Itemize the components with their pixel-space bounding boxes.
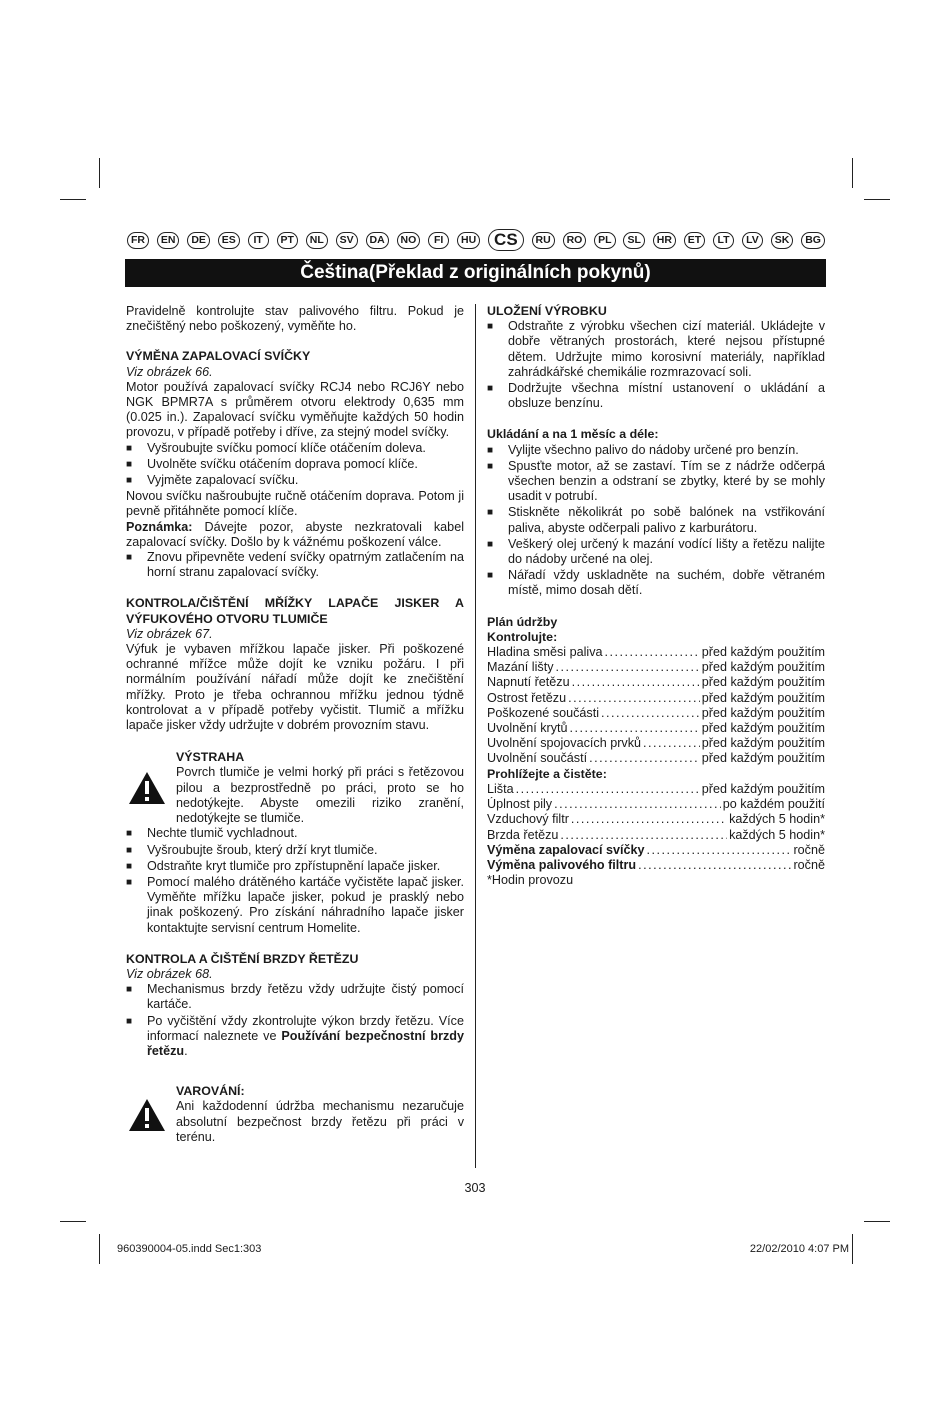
warning-title: VÝSTRAHA <box>176 750 245 765</box>
maintenance-item: Lišta <box>487 781 514 796</box>
maintenance-interval: před každým použitím <box>701 751 825 766</box>
check-list <box>487 645 825 767</box>
list-item: ■ Mechanismus brzdy řetězu vždy udržujte čistý pomocí kartáče. <box>126 982 464 1012</box>
maintenance-item: Výměna palivového filtru <box>487 857 637 872</box>
bullet-icon: ■ <box>487 570 494 582</box>
list-item: ■ Veškerý olej určený k mazání vodící lišty a řetězu nalijte do nádoby určené na olej. <box>487 536 825 567</box>
maintenance-item: Napnutí řetězu <box>487 675 570 690</box>
replace-list <box>487 843 825 873</box>
crop-mark <box>864 1221 890 1222</box>
maintenance-interval: před každým použitím <box>701 736 825 751</box>
language-pill-lv: LV <box>742 232 763 249</box>
page-title: Čeština(Překlad z originálních pokynů) <box>125 259 826 287</box>
muffler-heading: KONTROLA/ČIŠTĚNÍ MŘÍŽKY LAPAČE JISKER A VÝFUKOVÉHO OTVORU TLUMIČE <box>126 596 464 626</box>
storage-heading: ULOŽENÍ VÝROBKU <box>487 304 607 318</box>
maintenance-item: Vzduchový filtr <box>487 812 569 827</box>
maintenance-interval: před každým použitím <box>701 660 825 675</box>
list-item: ■ Po vyčištění vždy zkontrolujte výkon brzdy řetězu. Více informací naleznete ve Používání bezpečnostní brzdy řetězu. <box>126 1013 464 1058</box>
bullet-icon: ■ <box>487 538 494 550</box>
dot-leader <box>605 645 700 660</box>
maintenance-row <box>487 645 825 660</box>
language-pill-sv: SV <box>336 232 358 249</box>
maintenance-row <box>487 675 825 690</box>
check-heading: Kontrolujte: <box>487 629 558 644</box>
maintenance-row <box>487 858 825 873</box>
dot-leader <box>556 660 700 675</box>
language-pill-it: IT <box>248 232 269 249</box>
maintenance-row <box>487 828 825 843</box>
footnote: *Hodin provozu <box>487 873 574 888</box>
right-column <box>487 304 825 888</box>
crop-mark <box>864 199 890 200</box>
clean-list <box>487 782 825 843</box>
list-item: ■ Vylijte všechno palivo do nádoby určené pro benzín. <box>487 442 799 457</box>
intro-text: Pravidelně kontrolujte stav palivového filtru. Pokud je znečištěný nebo poškozený, vyměňte ho. <box>126 304 464 334</box>
bullet-icon: ■ <box>126 984 133 996</box>
language-pill-sk: SK <box>771 232 794 249</box>
list-item: ■ Nechte tlumič vychladnout. <box>126 826 298 841</box>
maintenance-item: Uvolnění součástí <box>487 751 588 766</box>
column-divider <box>475 304 476 1168</box>
maintenance-row <box>487 843 825 858</box>
language-pill-hu: HU <box>457 232 480 249</box>
list-item: ■ Vyšroubujte svíčku pomocí klíče otáčením doleva. <box>126 440 426 455</box>
dot-leader <box>572 675 700 690</box>
maintenance-row <box>487 782 825 797</box>
dot-leader <box>554 797 721 812</box>
maintenance-interval: každých 5 hodin* <box>729 812 825 827</box>
footer-left: 960390004-05.indd Sec1:303 <box>117 1243 262 1255</box>
crop-mark <box>852 158 853 188</box>
list-item: ■ Uvolněte svíčku otáčením doprava pomocí klíče. <box>126 456 418 471</box>
language-pill-ro: RO <box>563 232 587 249</box>
list-item: ■ Stiskněte několikrát po sobě balónek na vstřikování paliva, abyste odčerpali palivo z karburátoru. <box>487 505 825 535</box>
maintenance-item: Poškozené součásti <box>487 705 600 720</box>
maintenance-row <box>487 691 825 706</box>
bullet-icon: ■ <box>126 876 133 888</box>
spark-heading: VÝMĚNA ZAPALOVACÍ SVÍČKY <box>126 349 311 364</box>
bullet-icon: ■ <box>487 507 494 519</box>
dot-leader <box>638 858 791 873</box>
page-number: 303 <box>464 1181 486 1195</box>
month-storage-heading: Ukládání a na 1 měsíc a déle: <box>487 427 659 442</box>
maintenance-item: Brzda řetězu <box>487 827 559 842</box>
bullet-icon: ■ <box>487 460 494 472</box>
warning-title: VAROVÁNÍ: <box>176 1084 245 1099</box>
maintenance-interval: po každém použití <box>722 797 825 812</box>
maintenance-row <box>487 706 825 721</box>
bullet-icon: ■ <box>126 475 133 487</box>
list-item: ■ Odstraňte z výrobku všechen cizí materiál. Ukládejte v dobře větraných prostorách, které nejsou přístupné dětem. Udržujte mimo korosivní materiály, například zahrádkářské chemikálie rozmrazovací soli. <box>487 319 825 379</box>
language-bar <box>127 229 825 251</box>
bullet-icon: ■ <box>126 458 133 470</box>
list-item: ■ Odstraňte kryt tlumiče pro zpřístupnění lapače jisker. <box>126 858 441 873</box>
maintenance-plan-heading: Plán údržby <box>487 614 558 629</box>
bullet-icon: ■ <box>487 444 494 456</box>
language-pill-fr: FR <box>127 232 149 249</box>
bullet-icon: ■ <box>126 828 133 840</box>
warning-text: Ani každodenní údržba mechanismu nezaručuje absolutní bezpečnost brzdy řetězu při práci v terénu. <box>176 1099 464 1144</box>
dot-leader <box>568 691 700 706</box>
dot-leader <box>589 751 700 766</box>
dot-leader <box>560 828 727 843</box>
crop-mark <box>60 199 86 200</box>
list-item: ■ Znovu připevněte vedení svíčky opatrným zatlačením na horní stranu zapalovací svíčky. <box>126 550 464 580</box>
language-pill-de: DE <box>187 232 210 249</box>
maintenance-item: Uvolnění krytů <box>487 721 568 736</box>
list-item: ■ Dodržujte všechna místní ustanovení o ukládání a obsluze benzínu. <box>487 381 825 411</box>
bullet-icon: ■ <box>126 442 133 454</box>
brake-heading: KONTROLA A ČIŠTĚNÍ BRZDY ŘETĚZU <box>126 951 359 966</box>
maintenance-row <box>487 812 825 827</box>
language-pill-nl: NL <box>306 232 328 249</box>
dot-leader <box>647 843 792 858</box>
language-pill-sl: SL <box>623 232 644 249</box>
dot-leader <box>516 782 700 797</box>
bullet-icon: ■ <box>126 844 133 856</box>
maintenance-interval: před každým použitím <box>701 721 825 736</box>
maintenance-interval: před každým použitím <box>701 690 825 705</box>
list-item: ■ Nářadí vždy uskladněte na suchém, dobře větraném místě, mimo dosah dětí. <box>487 568 825 598</box>
maintenance-interval: ročně <box>793 857 825 872</box>
maintenance-row <box>487 797 825 812</box>
spark-paragraph-1: Motor používá zapalovací svíčky RCJ4 nebo RCJ6Y nebo NGK BPMR7A s průměrem otvoru elektrody 0,635 mm (0.025 in.). Zapalovací svíčku vyměňujte každých 50 hodin provozu, v případě potřeby i dříve, za stejný model svíčky. <box>126 379 464 440</box>
language-pill-hr: HR <box>653 232 676 249</box>
language-pill-ru: RU <box>532 232 555 249</box>
maintenance-row <box>487 736 825 751</box>
warning-block <box>126 1084 464 1145</box>
clean-heading: Prohlížejte a čistěte: <box>487 766 607 781</box>
maintenance-row <box>487 721 825 736</box>
maintenance-item: Uvolnění spojovacích prvků <box>487 736 642 751</box>
maintenance-row <box>487 751 825 766</box>
crop-mark <box>852 1234 853 1264</box>
maintenance-interval: před každým použitím <box>701 675 825 690</box>
warning-text: Povrch tlumiče je velmi horký při práci s řetězovou pilou a bezprostředně po práci, proto se ho nedotýkejte. Abyste omezili riziko zranění, nedotýkejte se tlumiče. <box>176 765 464 826</box>
language-pill-es: ES <box>218 232 240 249</box>
warning-triangle-icon <box>126 1084 176 1145</box>
language-pill-lt: LT <box>713 232 734 249</box>
maintenance-interval: před každým použitím <box>701 781 825 796</box>
brake-figure-ref: Viz obrázek 68. <box>126 966 213 981</box>
dot-leader <box>571 812 727 827</box>
bullet-icon: ■ <box>487 383 494 395</box>
bullet-icon: ■ <box>487 321 494 333</box>
crop-mark <box>99 158 100 188</box>
language-pill-et: ET <box>684 232 705 249</box>
maintenance-item: Mazání lišty <box>487 660 554 675</box>
list-item: ■ Vyšroubujte šroub, který drží kryt tlumiče. <box>126 842 378 857</box>
muffler-figure-ref: Viz obrázek 67. <box>126 626 213 641</box>
muffler-paragraph: Výfuk je vybaven mřížkou lapače jisker. Při poškozené ochranné mřížce může dojít ke vzniku požáru. I při normálním používání nářadí může dojít ke znečištění mřížky. Proto je třeba ochrannou mřížku jednou týdně kontrolovat a v případě potřeby vyčistit. Tlumič a mřížku lapače jisker vždy udržujte v dobrém provozním stavu. <box>126 642 464 733</box>
bullet-icon: ■ <box>126 552 133 564</box>
crop-mark <box>99 1234 100 1264</box>
bullet-icon: ■ <box>126 860 133 872</box>
language-pill-cs: CS <box>488 229 524 251</box>
left-column <box>126 304 464 1145</box>
maintenance-item: Výměna zapalovací svíčky <box>487 842 645 857</box>
language-pill-fi: FI <box>428 232 449 249</box>
list-item: ■ Vyjměte zapalovací svíčku. <box>126 473 299 488</box>
spark-figure-ref: Viz obrázek 66. <box>126 364 213 379</box>
maintenance-interval: před každým použitím <box>701 645 825 660</box>
dot-leader <box>643 736 700 751</box>
footer-right: 22/02/2010 4:07 PM <box>749 1243 849 1255</box>
language-pill-pl: PL <box>594 232 615 249</box>
maintenance-item: Ostrost řetězu <box>487 690 567 705</box>
language-pill-pt: PT <box>277 232 298 249</box>
list-item: ■ Pomocí malého drátěného kartáče vyčistěte lapač jisker. Vyměňte mřížku lapače jisker, pokud je prasklý nebo jinak poškozený. Pro získání náhradního lapače jisker kontaktujte servisní centrum Homelite. <box>126 874 464 935</box>
crop-mark <box>60 1221 86 1222</box>
list-item: ■ Spusťte motor, až se zastaví. Tím se z nádrže odčerpá všechen benzin a odstraní se zbytky, které by se mohly usadit v potrubí. <box>487 458 825 504</box>
dot-leader <box>601 706 700 721</box>
language-pill-bg: BG <box>801 232 825 249</box>
language-pill-da: DA <box>366 232 389 249</box>
dot-leader <box>570 721 700 736</box>
maintenance-interval: před každým použitím <box>701 705 825 720</box>
maintenance-item: Hladina směsi paliva <box>487 645 603 660</box>
warning-triangle-icon <box>126 750 176 826</box>
language-pill-en: EN <box>157 232 180 249</box>
spark-paragraph-2: Novou svíčku našroubujte ručně otáčením doprava. Potom ji pevně přitáhněte pomocí klíče. <box>126 489 464 519</box>
bullet-icon: ■ <box>126 1015 133 1027</box>
maintenance-row <box>487 660 825 675</box>
warning-block <box>126 750 464 826</box>
spark-note: Poznámka: Dávejte pozor, abyste nezkratovali kabel zapalovací svíčky. Došlo by k vážnému poškození válce. <box>126 519 464 549</box>
maintenance-interval: každých 5 hodin* <box>729 827 825 842</box>
language-pill-no: NO <box>397 232 421 249</box>
maintenance-item: Úplnost pily <box>487 797 553 812</box>
maintenance-interval: ročně <box>793 842 825 857</box>
